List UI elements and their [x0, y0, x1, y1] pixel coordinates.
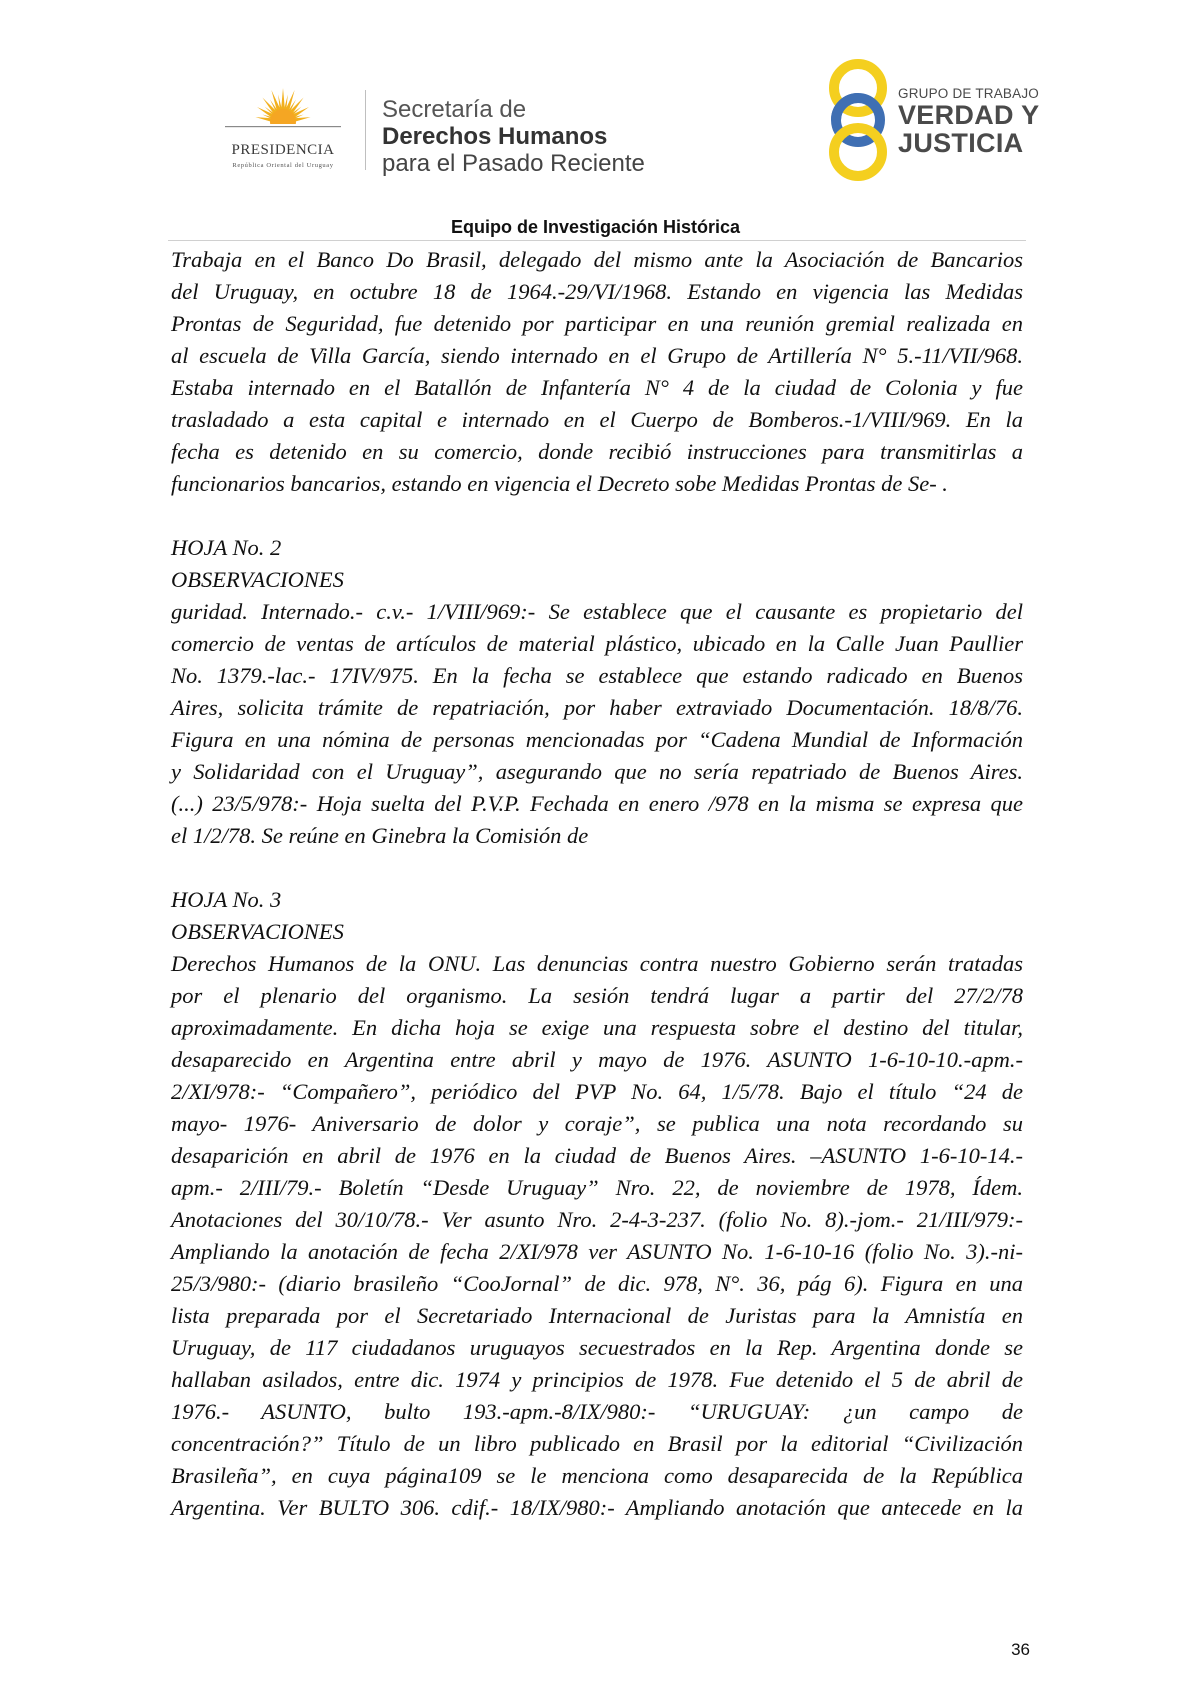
text-line: trasladado a esta capital e internado en el Cuerpo de Bomberos.-1/VIII/969. En la — [171, 407, 1023, 432]
text-line: guridad. Internado.- c.v.- 1/VIII/969:- Se establece que el causante es propietario del — [171, 599, 1023, 624]
text-line: Anotaciones del 30/10/78.- Ver asunto Nro. 2-4-3-237. (folio No. 8).-jom.- 21/III/979:- — [171, 1207, 1023, 1232]
text-line: Brasileña”, en cuya página109 se le menciona como desaparecida de la República — [171, 1463, 1023, 1488]
text-line: aproximadamente. En dicha hoja se exige una respuesta sobre el destino del titular, — [171, 1015, 1023, 1040]
section-2 — [171, 532, 1023, 852]
text-line: funcionarios bancarios, estando en vigencia el Decreto sobe Medidas Prontas de Se- . — [171, 471, 948, 496]
sheet-heading: HOJA No. 3 — [171, 887, 282, 912]
header-rule — [168, 240, 1026, 241]
text-line: y Solidaridad con el Uruguay”, asegurando que no sería repatriado de Buenos Aires. — [171, 759, 1023, 784]
text-line: el 1/2/78. Se reúne en Ginebra la Comisión de — [171, 823, 589, 848]
text-line: Estaba internado en el Batallón de Infantería N° 4 de la ciudad de Colonia y fue — [171, 375, 1023, 400]
section-3 — [171, 884, 1023, 1524]
text-line: desaparecido en Argentina entre abril y mayo de 1976. ASUNTO 1-6-10-10.-apm.- — [171, 1047, 1023, 1072]
text-line: No. 1379.-lac.- 17IV/975. En la fecha se establece que estando radicado en Buenos — [171, 663, 1023, 688]
text-line: Derechos Humanos de la ONU. Las denuncias contra nuestro Gobierno serán tratadas — [171, 951, 1023, 976]
text-line: Trabaja en el Banco Do Brasil, delegado del mismo ante la Asociación de Bancarios — [171, 247, 1023, 272]
vyj-line2: VERDAD Y — [898, 100, 1040, 130]
text-line: comercio de ventas de artículos de material plástico, ubicado en la Calle Juan Paullier — [171, 631, 1023, 656]
text-line: 2/XI/978:- “Compañero”, periódico del PVP No. 64, 1/5/78. Bajo el título “24 de — [171, 1079, 1023, 1104]
text-line: concentración?” Título de un libro publicado en Brasil por la editorial “Civilización — [171, 1431, 1023, 1456]
document-body — [171, 244, 1023, 1524]
section-1 — [171, 244, 1023, 500]
secretaria-logo-text — [382, 96, 645, 177]
text-line: Uruguay, de 117 ciudadanos uruguayos secuestrados en la Rep. Argentina donde se — [171, 1335, 1023, 1360]
verdad-justicia-text — [898, 86, 1039, 157]
presidencia-subtitle: República Oriental del Uruguay — [232, 162, 334, 169]
text-line: 25/3/980:- (diario brasileño “CooJornal” de dic. 978, N°. 36, pág 6). Figura en una — [171, 1271, 1023, 1296]
text-line: Ampliando la anotación de fecha 2/XI/978 ver ASUNTO No. 1-6-10-16 (folio No. 3).-ni- — [171, 1239, 1023, 1264]
observations-heading: OBSERVACIONES — [171, 567, 344, 592]
header-divider — [365, 90, 366, 170]
text-line: apm.- 2/III/79.- Boletín “Desde Uruguay” Nro. 22, de noviembre de 1978, Ídem. — [171, 1175, 1023, 1200]
presidencia-title: PRESIDENCIA — [231, 142, 335, 158]
text-line: al escuela de Villa García, siendo internado en el Grupo de Artillería N° 5.-11/VII/968. — [171, 343, 1023, 368]
text-line: Prontas de Seguridad, fue detenido por participar en una reunión gremial realizada en — [171, 311, 1023, 336]
text-line: mayo- 1976- Aniversario de dolor y coraje”, se publica una nota recordando su — [171, 1111, 1023, 1136]
presidencia-logo — [208, 86, 358, 176]
text-line: (...) 23/5/978:- Hoja suelta del P.V.P. Fechada en enero /978 en la misma se expresa que — [171, 791, 1023, 816]
text-line: hallaban asilados, entre dic. 1974 y principios de 1978. Fue detenido el 5 de abril de — [171, 1367, 1023, 1392]
text-line: 1976.- ASUNTO, bulto 193.-apm.-8/IX/980:- “URUGUAY: ¿un campo de — [171, 1399, 1023, 1424]
page-number: 36 — [1011, 1640, 1030, 1659]
secretaria-line3: para el Pasado Reciente — [382, 150, 645, 177]
vyj-line1: GRUPO DE TRABAJO — [898, 86, 1039, 101]
header-team-title: Equipo de Investigación Histórica — [450, 217, 741, 237]
sheet-heading: HOJA No. 2 — [171, 535, 282, 560]
text-line: por el plenario del organismo. La sesión tendrá lugar a partir del 27/2/78 — [171, 983, 1023, 1008]
secretaria-line2: Derechos Humanos — [382, 123, 608, 150]
text-line: lista preparada por el Secretariado Internacional de Juristas para la Amnistía en — [171, 1303, 1023, 1328]
text-line: fecha es detenido en su comercio, donde recibió instrucciones para transmitirlas a — [171, 439, 1023, 464]
secretaria-line1: Secretaría de — [382, 96, 527, 123]
text-line: del Uruguay, en octubre 18 de 1964.-29/VI/1968. Estando en vigencia las Medidas — [171, 279, 1023, 304]
vyj-line3: JUSTICIA — [898, 128, 1024, 158]
sun-emblem-icon — [208, 86, 358, 146]
text-line: Argentina. Ver BULTO 306. cdif.- 18/IX/980:- Ampliando anotación que antecede en la — [171, 1495, 1023, 1520]
text-line: Aires, solicita trámite de repatriación, por haber extraviado Documentación. 18/8/76. — [171, 695, 1023, 720]
text-line: Figura en una nómina de personas mencionadas por “Cadena Mundial de Información — [171, 727, 1023, 752]
observations-heading: OBSERVACIONES — [171, 919, 344, 944]
text-line: desaparición en abril de 1976 en la ciudad de Buenos Aires. –ASUNTO 1-6-10-14.- — [171, 1143, 1023, 1168]
